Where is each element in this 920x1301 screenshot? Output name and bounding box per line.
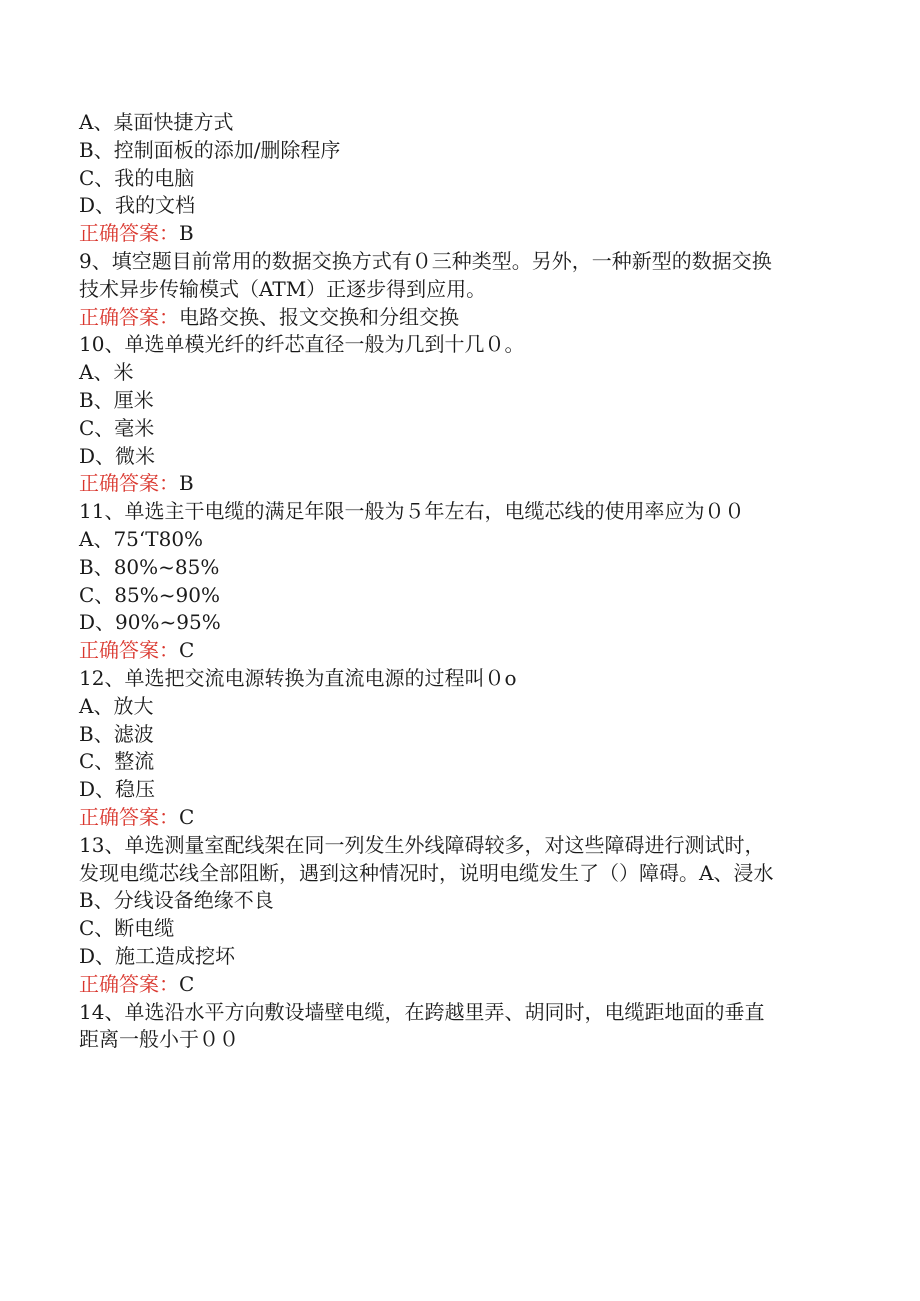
question-11: [79, 498, 839, 665]
option-d: D、微米: [79, 443, 156, 468]
question-10: [79, 331, 839, 498]
prev-question: [79, 109, 839, 248]
answer-value: C: [179, 804, 195, 829]
answer-label: 正确答案：: [79, 304, 179, 329]
option-b: B、控制面板的添加/删除程序: [79, 137, 341, 162]
answer-value: 电路交换、报文交换和分组交换: [179, 304, 459, 329]
option-d: D、稳压: [79, 777, 156, 802]
option-c: C、断电缆: [79, 916, 175, 941]
answer-line: [79, 637, 839, 665]
question-text-line: 13、单选测量室配线架在同一列发生外线障碍较多，对这些障碍进行测试时，: [79, 832, 765, 857]
option-c: C、我的电脑: [79, 165, 195, 190]
question-text-line: 发现电缆芯线全部阻断，遇到这种情况时，说明电缆发生了（）障碍。A、浸水: [79, 860, 774, 885]
question-9: [79, 248, 839, 331]
answer-value: B: [179, 221, 194, 246]
answer-line: [79, 304, 839, 332]
question-12: [79, 665, 839, 832]
option-a: A、桌面快捷方式: [79, 110, 234, 134]
answer-label: 正确答案：: [79, 221, 179, 246]
answer-line: [79, 804, 839, 832]
question-text-line: 技术异步传输模式（ATM）正逐步得到应用。: [79, 276, 487, 301]
question-text-line: 距离一般小于００: [79, 1027, 239, 1052]
answer-label: 正确答案：: [79, 471, 179, 496]
question-text-line: 10、单选单模光纤的纤芯直径一般为几到十几０。: [79, 332, 525, 357]
option-d: D、我的文档: [79, 193, 196, 218]
question-text-line: 12、单选把交流电源转换为直流电源的过程叫０o: [79, 665, 517, 690]
answer-line: [79, 971, 839, 999]
question-14: [79, 999, 839, 1055]
answer-label: 正确答案：: [79, 638, 179, 663]
question-text-line: 14、单选沿水平方向敷设墙壁电缆，在跨越里弄、胡同时，电缆距地面的垂直: [79, 999, 765, 1024]
option-d: D、90%~95%: [79, 610, 221, 635]
answer-label: 正确答案：: [79, 804, 179, 829]
option-d: D、施工造成挖坏: [79, 943, 236, 968]
option-b: B、分线设备绝缘不良: [79, 888, 274, 913]
option-b: B、厘米: [79, 387, 154, 412]
answer-value: B: [179, 471, 194, 496]
question-text-line: 11、单选主干电缆的满足年限一般为５年左右，电缆芯线的使用率应为００: [79, 499, 745, 524]
option-b: B、滤波: [79, 721, 154, 746]
option-a: A、75‘T80%: [79, 526, 204, 551]
answer-value: C: [179, 638, 195, 663]
option-c: C、毫米: [79, 415, 155, 440]
option-a: A、米: [79, 360, 134, 385]
option-c: C、整流: [79, 749, 155, 774]
question-13: [79, 832, 839, 999]
option-b: B、80%~85%: [79, 554, 220, 579]
document-body: [79, 109, 839, 1054]
option-c: C、85%~90%: [79, 582, 220, 607]
answer-line: [79, 470, 839, 498]
answer-value: C: [179, 971, 195, 996]
answer-label: 正确答案：: [79, 971, 179, 996]
answer-line: [79, 220, 839, 248]
option-a: A、放大: [79, 693, 154, 718]
question-text-line: 9、填空题目前常用的数据交换方式有０三种类型。另外，一种新型的数据交换: [79, 248, 772, 273]
